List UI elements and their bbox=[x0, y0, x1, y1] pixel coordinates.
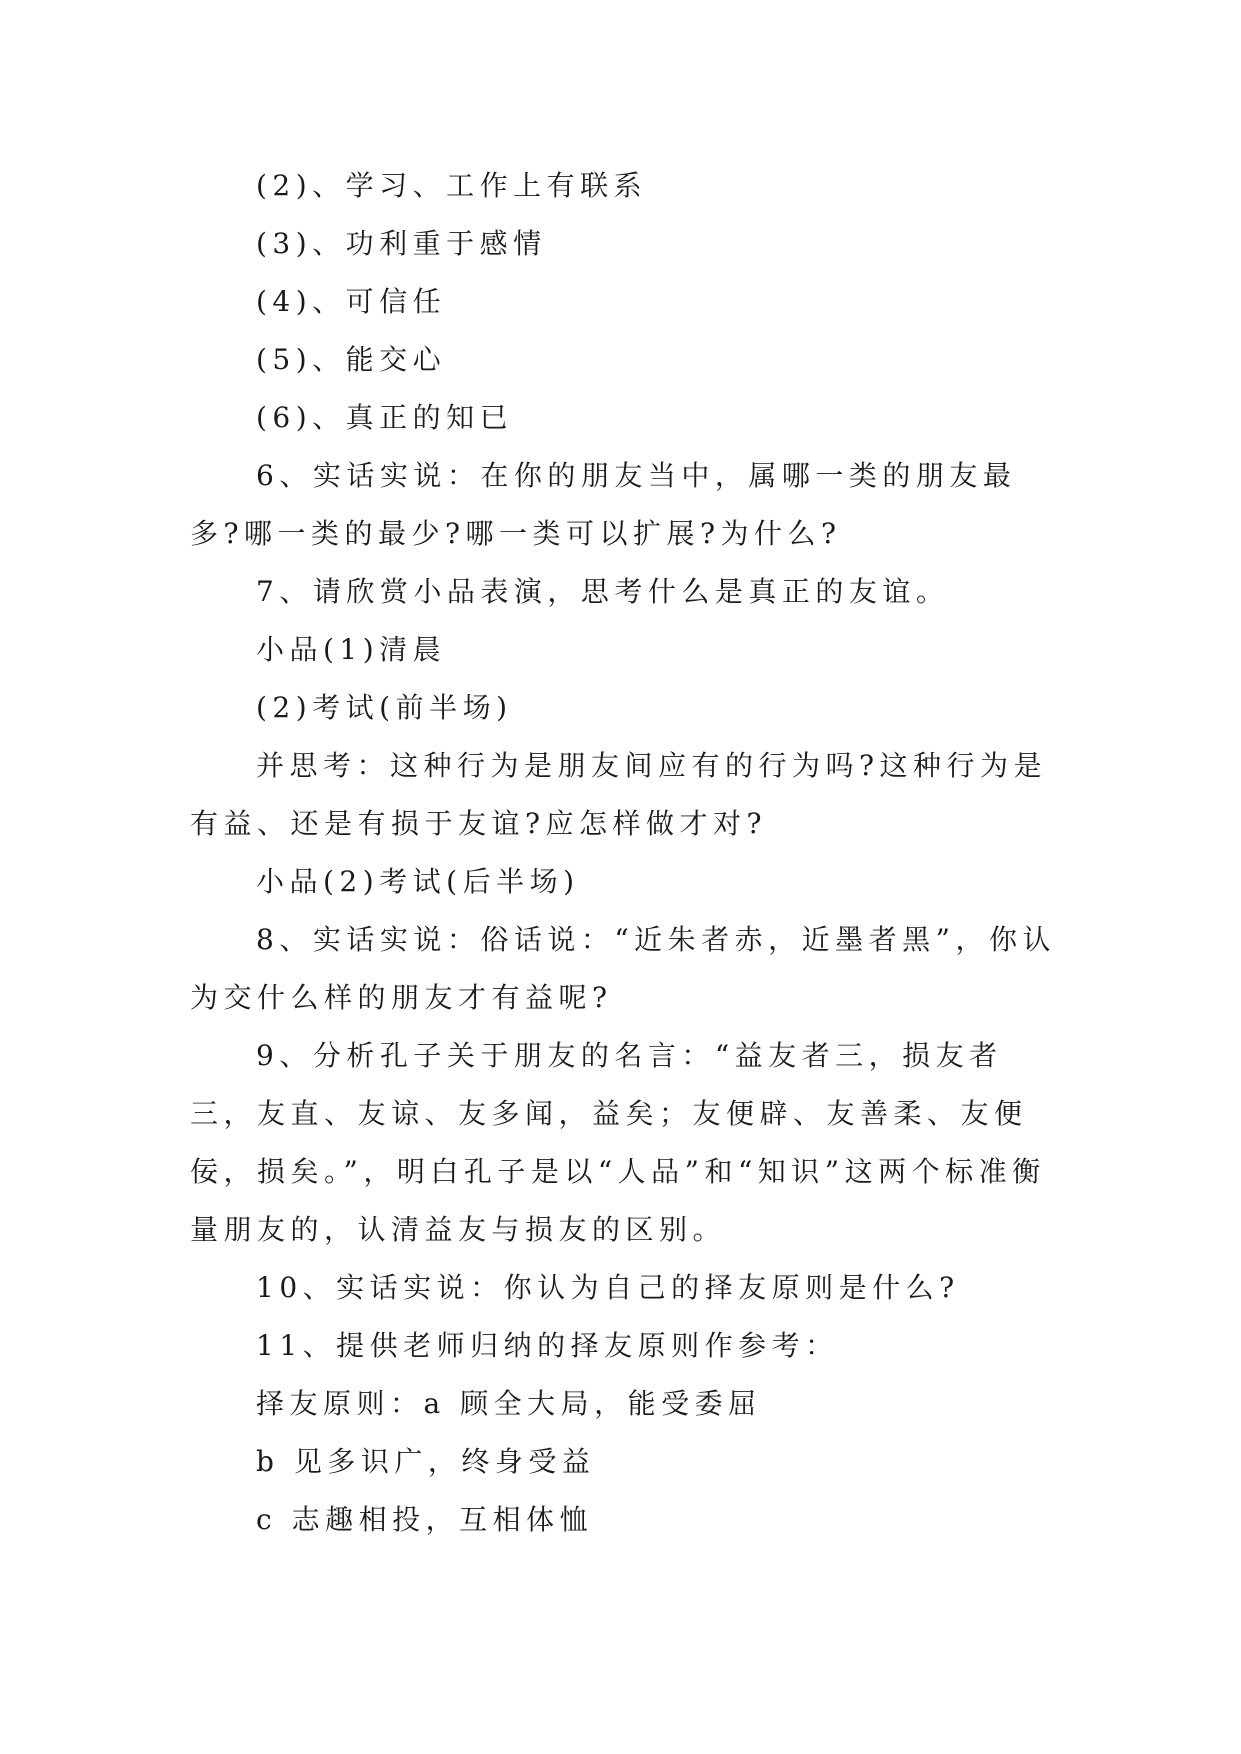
list-item-6: (6)、真正的知已 bbox=[256, 401, 514, 434]
step-9-paragraph: 9、分析孔子关于朋友的名言：“益友者三，损友者三，友直、友谅、友多闻，益矣；友便辟、友善柔、友便佞，损矣。”，明白孔子是以“人品”和“知识”这两个标准衡量朋友的，认清益友与损友的区别。 bbox=[190, 1039, 1046, 1246]
step-10-paragraph: 10、实话实说：你认为自己的择友原则是什么? bbox=[256, 1271, 960, 1304]
list-item-2: (2)、学习、工作上有联系 bbox=[256, 169, 648, 202]
step-11-paragraph: 11、提供老师归纳的择友原则作参考： bbox=[256, 1329, 839, 1362]
skit-1-paragraph: 小品(1)清晨 bbox=[256, 633, 447, 666]
list-item-5: (5)、能交心 bbox=[256, 343, 447, 376]
list-item-3: (3)、功利重于感情 bbox=[256, 227, 547, 260]
reflection-paragraph: 并思考：这种行为是朋友间应有的行为吗?这种行为是有益、还是有损于友谊?应怎样做才对? bbox=[190, 749, 1048, 840]
step-8-paragraph: 8、实话实说：俗话说：“近朱者赤，近墨者黑”，你认为交什么样的朋友才有益呢? bbox=[190, 923, 1056, 1014]
principle-b-paragraph: b 见多识广，终身受益 bbox=[256, 1445, 596, 1478]
principle-c-paragraph: c 志趣相投，互相体恤 bbox=[256, 1503, 594, 1536]
skit-2-second-half-paragraph: 小品(2)考试(后半场) bbox=[256, 865, 580, 898]
list-item-4: (4)、可信任 bbox=[256, 285, 447, 318]
step-6-paragraph: 6、实话实说：在你的朋友当中，属哪一类的朋友最多?哪一类的最少?哪一类可以扩展?为什么? bbox=[190, 459, 1017, 550]
document-body bbox=[190, 157, 1060, 1549]
principle-a-paragraph: 择友原则：a 顾全大局，能受委屈 bbox=[256, 1387, 762, 1420]
step-7-paragraph: 7、请欣赏小品表演，思考什么是真正的友谊。 bbox=[256, 575, 950, 608]
skit-2-first-half-paragraph: (2)考试(前半场) bbox=[256, 691, 513, 724]
